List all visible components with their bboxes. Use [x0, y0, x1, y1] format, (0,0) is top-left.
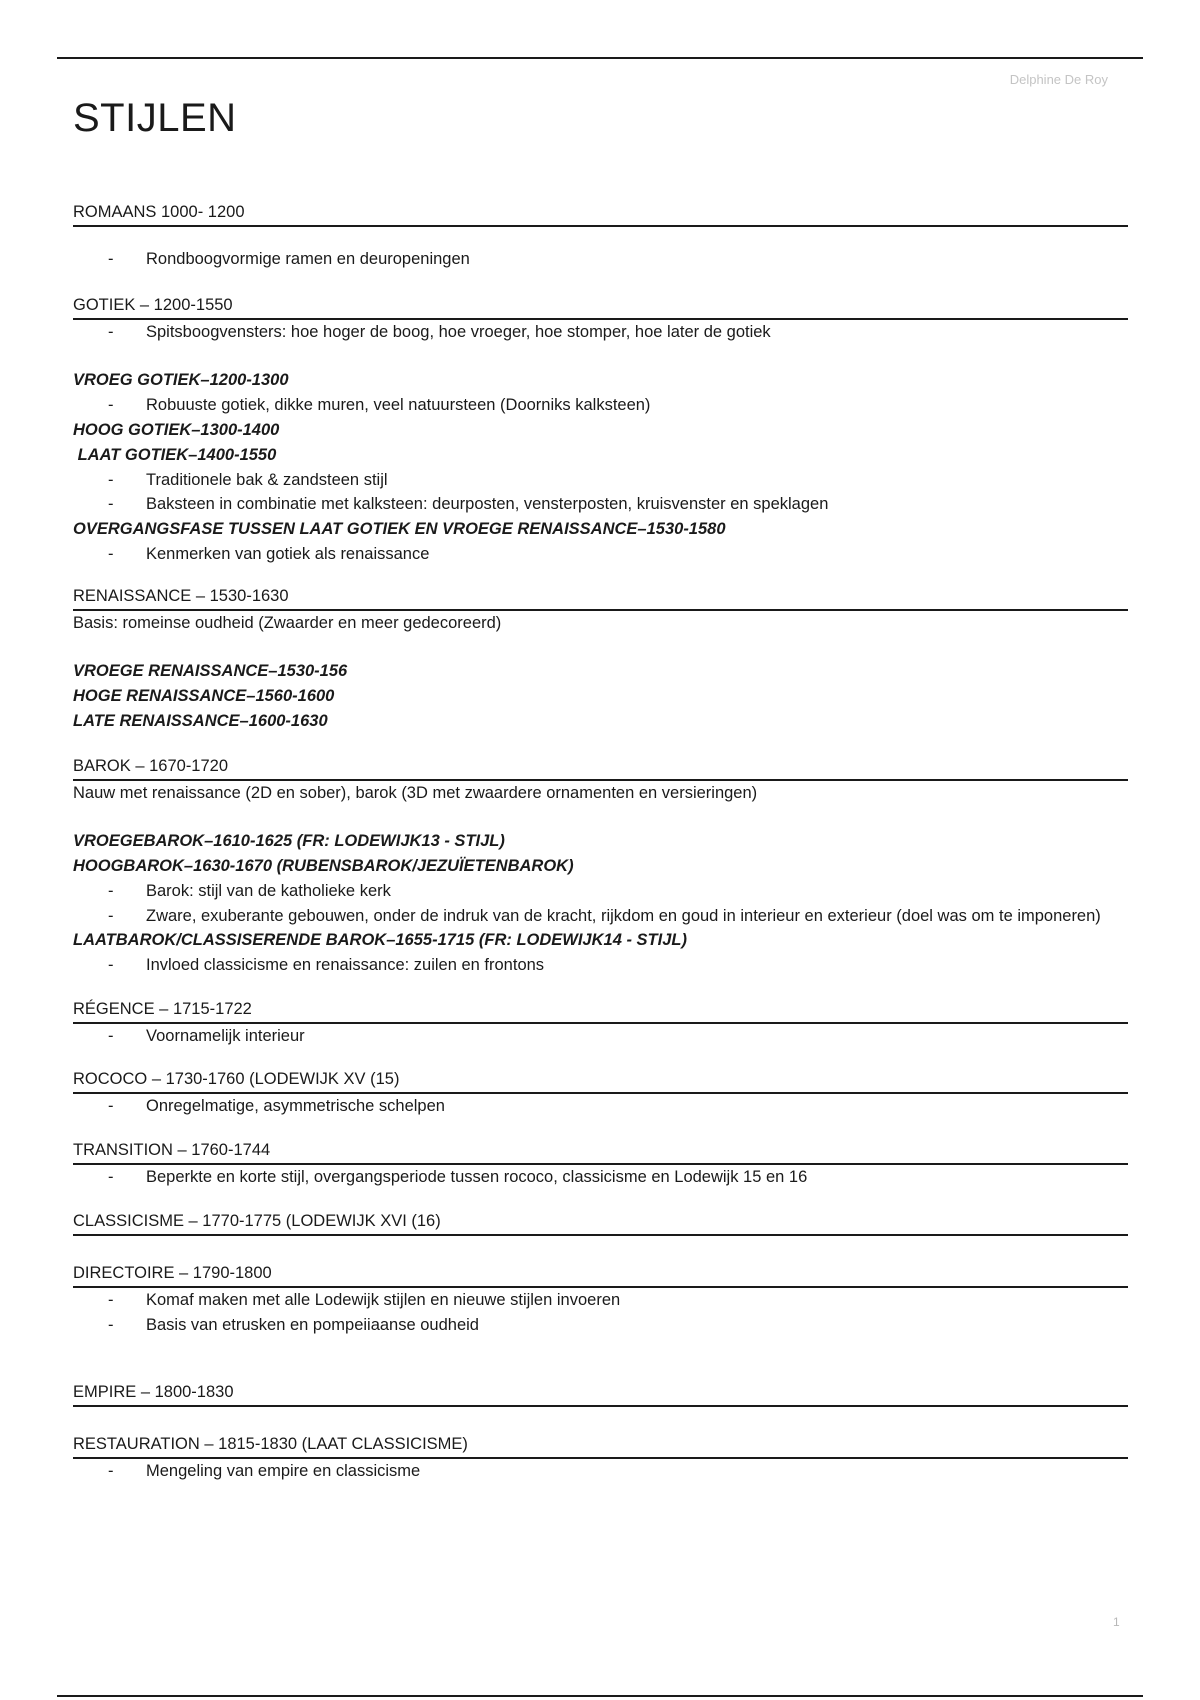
list-item-text: Barok: stijl van de katholieke kerk	[146, 882, 391, 900]
bullet-dash: -	[108, 906, 114, 925]
list-item-text: Invloed classicisme en renaissance: zuilen en frontons	[146, 956, 545, 974]
section-transition	[73, 1138, 1128, 1190]
list-item	[73, 1165, 1128, 1190]
section-heading: ROCOCO – 1730-1760 (LODEWIJK XV (15)	[73, 1067, 1128, 1094]
section-rococo	[73, 1067, 1128, 1119]
list-item	[73, 393, 1128, 418]
section-heading: EMPIRE – 1800-1830	[73, 1380, 1128, 1407]
subheading-vroege-renaissance: VROEGE RENAISSANCE–1530-156	[73, 662, 348, 680]
bullet-list	[73, 1094, 1128, 1119]
list-item	[73, 1094, 1128, 1119]
list-item-text: Kenmerken van gotiek als renaissance	[146, 544, 430, 563]
section-heading: CLASSICISME – 1770-1775 (LODEWIJK XVI (16)	[73, 1209, 1128, 1236]
section-heading: TRANSITION – 1760-1744	[73, 1138, 1128, 1165]
bullet-list	[73, 468, 1128, 517]
bullet-dash: -	[108, 396, 114, 414]
section-heading: RÉGENCE – 1715-1722	[73, 997, 1128, 1024]
bullet-list	[73, 393, 1128, 418]
section-restauration	[73, 1432, 1128, 1484]
bullet-list	[73, 879, 1128, 928]
bullet-dash: -	[108, 882, 114, 900]
list-item	[73, 1459, 1128, 1484]
section-empire	[73, 1380, 1128, 1407]
bullet-dash: -	[108, 1167, 114, 1186]
bullet-list	[73, 1288, 1128, 1337]
section-heading: ROMAANS 1000- 1200	[73, 200, 1128, 227]
bullet-dash: -	[108, 1026, 114, 1045]
list-item-text: Onregelmatige, asymmetrische schelpen	[146, 1097, 445, 1115]
section-heading: BAROK – 1670-1720	[73, 754, 1128, 781]
section-directoire	[73, 1261, 1128, 1337]
section-heading: GOTIEK – 1200-1550	[73, 293, 1128, 320]
page-number: 1	[1113, 1615, 1120, 1629]
bullet-dash: -	[108, 1462, 114, 1480]
section-classicisme	[73, 1209, 1128, 1236]
author-name: Delphine De Roy	[1009, 72, 1108, 87]
bullet-dash: -	[108, 544, 114, 563]
bullet-list	[73, 247, 1128, 272]
list-item	[73, 879, 1128, 904]
bullet-list	[73, 542, 1128, 567]
subheading-hoogbarok: HOOGBAROK–1630-1670 (RUBENSBAROK/JEZUÏETENBAROK)	[73, 857, 574, 875]
section-heading: DIRECTOIRE – 1790-1800	[73, 1261, 1128, 1288]
section-barok	[73, 754, 1128, 978]
bullet-dash: -	[108, 1097, 114, 1115]
list-item	[73, 542, 1128, 567]
section-basis-text: Nauw met renaissance (2D en sober), barok (3D met zwaardere ornamenten en versieringen)	[73, 784, 758, 802]
subheading-overgangsfase: OVERGANGSFASE TUSSEN LAAT GOTIEK EN VROEGE RENAISSANCE–1530-1580	[73, 519, 726, 538]
subheading-vroegebarok: VROEGEBAROK–1610-1625 (FR: LODEWIJK13 - STIJL)	[73, 832, 505, 850]
section-heading: RESTAURATION – 1815-1830 (LAAT CLASSICISME)	[73, 1432, 1128, 1459]
list-item-text: Rondboogvormige ramen en deuropeningen	[146, 250, 470, 268]
bullet-list	[73, 1165, 1128, 1190]
bullet-list	[73, 1459, 1128, 1484]
bullet-dash: -	[108, 956, 114, 974]
section-gotiek	[73, 293, 1128, 567]
bullet-list	[73, 953, 1128, 978]
list-item	[73, 247, 1128, 272]
document-body	[73, 200, 1128, 1484]
list-item-text: Traditionele bak & zandsteen stijl	[146, 470, 388, 489]
list-item-text: Baksteen in combinatie met kalksteen: deurposten, vensterposten, kruisvenster en speklagen	[146, 495, 829, 513]
list-item	[73, 1288, 1128, 1313]
bullet-dash: -	[108, 1315, 114, 1334]
subheading-laat-gotiek: LAAT GOTIEK–1400-1550	[73, 445, 277, 464]
section-heading: RENAISSANCE – 1530-1630	[73, 584, 1128, 611]
section-basis-text: Basis: romeinse oudheid (Zwaarder en meer gedecoreerd)	[73, 614, 502, 632]
list-item-text: Mengeling van empire en classicisme	[146, 1462, 421, 1480]
bullet-list	[73, 320, 1128, 345]
bullet-dash: -	[108, 470, 114, 489]
subheading-late-renaissance: LATE RENAISSANCE–1600-1630	[73, 712, 328, 730]
bullet-list	[73, 1024, 1128, 1049]
list-item	[73, 1024, 1128, 1049]
section-romaans	[73, 200, 1128, 272]
list-item	[73, 904, 1128, 929]
section-regence	[73, 997, 1128, 1049]
list-item	[73, 492, 1128, 517]
list-item-text: Basis van etrusken en pompeiiaanse oudheid	[146, 1315, 479, 1334]
subheading-vroeg-gotiek: VROEG GOTIEK–1200-1300	[73, 371, 289, 389]
list-item-text: Voornamelijk interieur	[146, 1026, 305, 1045]
list-item	[73, 320, 1128, 345]
subheading-laatbarok: LAATBAROK/CLASSISERENDE BAROK–1655-1715 (FR: LODEWIJK14 - STIJL)	[73, 931, 687, 949]
bullet-dash: -	[108, 495, 114, 513]
list-item-text: Zware, exuberante gebouwen, onder de indruk van de kracht, rijkdom en goud in interieur en exterieur (doel was om te imponeren)	[146, 906, 1101, 925]
list-item-text: Beperkte en korte stijl, overgangsperiode tussen rococo, classicisme en Lodewijk 15 en 16	[146, 1167, 808, 1186]
list-item-text: Spitsboogvensters: hoe hoger de boog, hoe vroeger, hoe stomper, hoe later de gotiek	[146, 322, 771, 341]
page-title: STIJLEN	[73, 96, 237, 140]
section-renaissance	[73, 584, 1128, 734]
subheading-hoog-gotiek: HOOG GOTIEK–1300-1400	[73, 420, 280, 439]
bullet-dash: -	[108, 322, 114, 341]
list-item	[73, 953, 1128, 978]
list-item-text: Komaf maken met alle Lodewijk stijlen en nieuwe stijlen invoeren	[146, 1291, 621, 1309]
bullet-dash: -	[108, 250, 114, 268]
list-item	[73, 468, 1128, 493]
list-item-text: Robuuste gotiek, dikke muren, veel natuursteen (Doorniks kalksteen)	[146, 396, 651, 414]
subheading-hoge-renaissance: HOGE RENAISSANCE–1560-1600	[73, 687, 335, 705]
bottom-rule	[57, 1695, 1143, 1697]
top-rule	[57, 57, 1143, 59]
list-item	[73, 1313, 1128, 1338]
bullet-dash: -	[108, 1291, 114, 1309]
